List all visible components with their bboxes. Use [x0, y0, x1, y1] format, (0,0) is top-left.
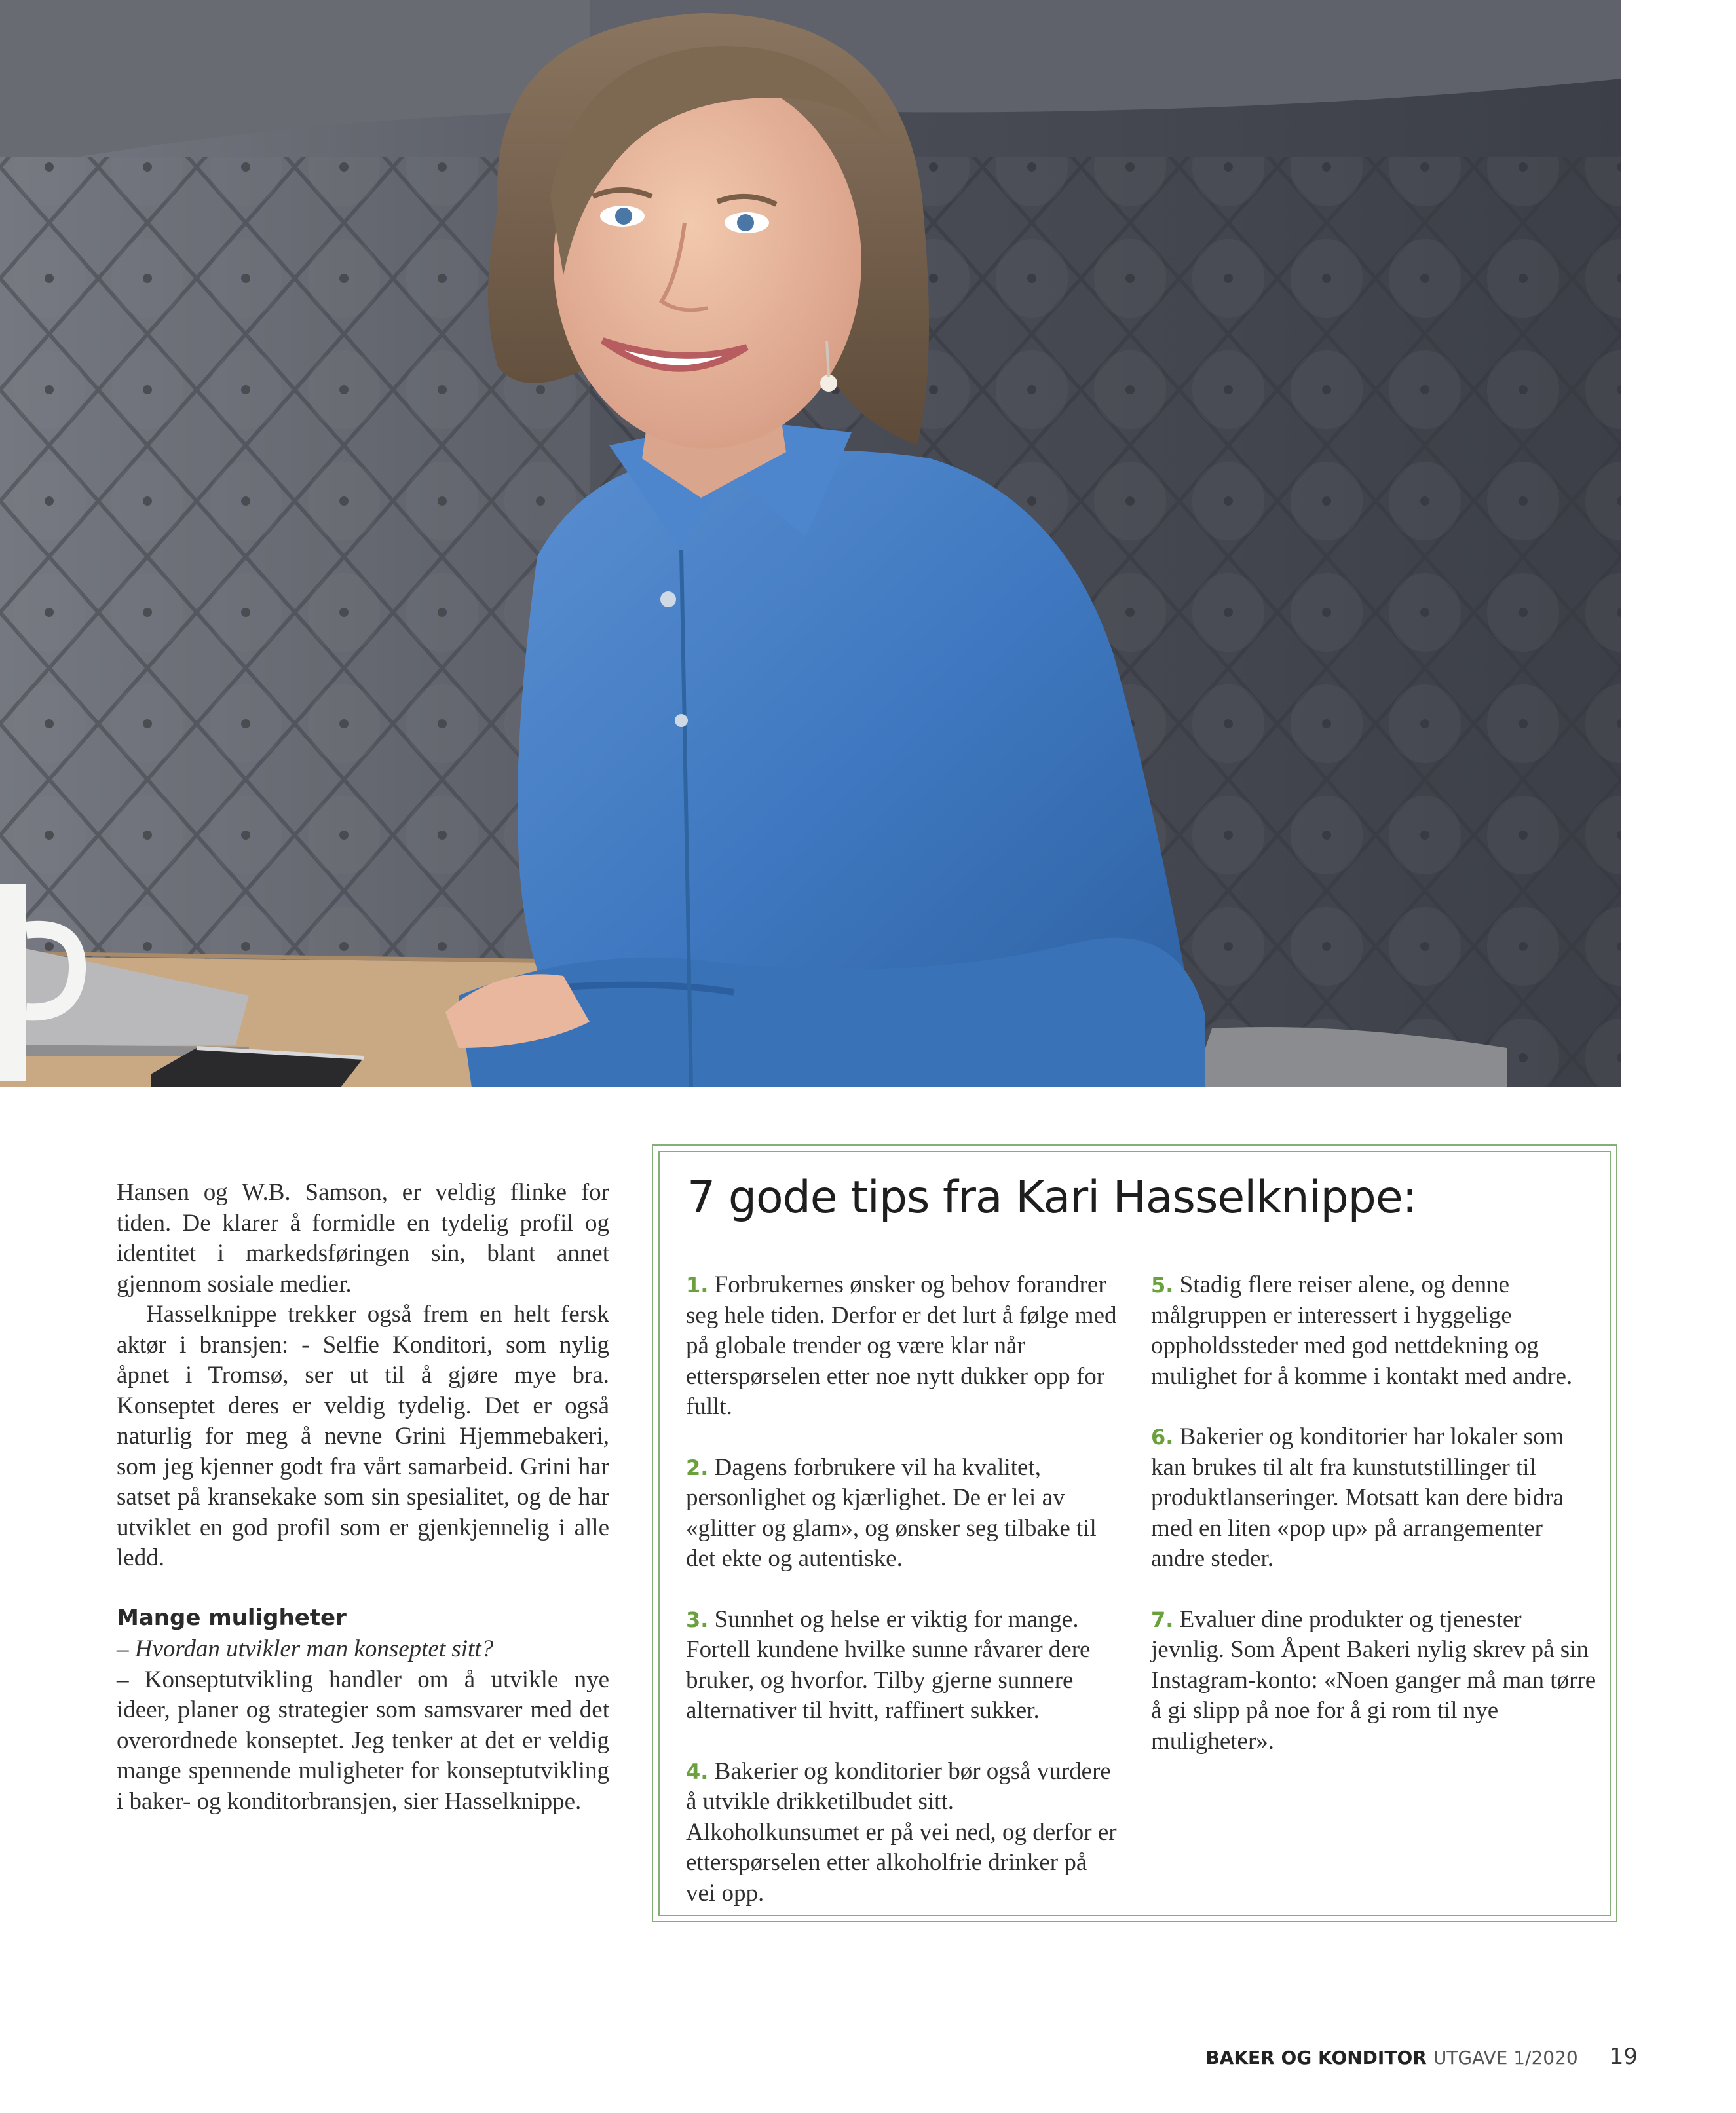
- interview-question: – Hvordan utvikler man konseptet sitt?: [117, 1636, 494, 1662]
- page-footer: [1205, 2044, 1638, 2070]
- tips-column-left: [686, 1270, 1118, 1939]
- tip-item: [686, 1453, 1118, 1575]
- tip-number: 7.: [1151, 1607, 1174, 1632]
- tip-item: [686, 1270, 1118, 1423]
- tip-item: [686, 1757, 1118, 1909]
- tip-text: Bakerier og konditorier har lokaler som kan brukes til alt fra kunstutstillinger til produktlanseringer. Motsatt kan dere bidra med en liten «pop up» på arrangementer andre steder.: [1151, 1423, 1564, 1572]
- tip-item: [1151, 1270, 1596, 1392]
- tip-number: 1.: [686, 1273, 709, 1298]
- tip-text: Forbrukernes ønsker og behov forandrer seg hele tiden. Derfor er det lurt å følge med på globale trender og være klar når etterspørselen etter noe nytt dukker opp for fullt.: [686, 1271, 1117, 1420]
- article-paragraph: – Konseptutvikling handler om å utvikle nye ideer, planer og strategier som samsvarer med det overordnede konseptet. Jeg tenker at det er veldig mange spennende muligheter for konseptutvikling i baker- og konditorbransjen, sier Hasselknippe.: [117, 1666, 609, 1815]
- tips-column-right: [1151, 1270, 1596, 1787]
- tip-number: 2.: [686, 1455, 709, 1480]
- portrait-illustration: [0, 0, 1621, 1087]
- article-paragraph: Hasselknippe trekker også frem en helt fersk aktør i bransjen: - Selfie Konditori, som nylig åpnet i Tromsø, ser ut til å gjøre mye bra. Konseptet deres er veldig tydelig. Det er også naturlig for meg å nevne Grini Hjemmebakeri, som jeg kjenner godt fra vårt samarbeid. Grini har satset på kransekake som sin spesialitet, og de har utviklet en god profil som er gjenkjennelig i alle ledd.: [117, 1301, 609, 1571]
- tip-text: Stadig flere reiser alene, og denne målgruppen er interessert i hyggelige oppholdssteder med god nettdekning og mulighet for å komme i kontakt med andre.: [1151, 1271, 1573, 1390]
- tip-number: 4.: [686, 1759, 709, 1784]
- issue-label: UTGAVE 1/2020: [1433, 2047, 1578, 2068]
- tip-number: 5.: [1151, 1273, 1174, 1298]
- tip-item: [1151, 1605, 1596, 1757]
- tips-box: [652, 1144, 1617, 1922]
- article-column: [117, 1178, 609, 1817]
- tip-text: Sunnhet og helse er viktig for mange. Fortell kundene hvilke sunne råvarer dere bruker, og hvorfor. Tilby gjerne sunnere alternativer til hvitt, raffinert sukker.: [686, 1605, 1091, 1724]
- tip-number: 6.: [1151, 1425, 1174, 1449]
- tip-text: Evaluer dine produkter og tjenester jevnlig. Som Åpent Bakeri nylig skrev på sin Instagram-konto: «Noen ganger må man tørre å gi slipp på noe for å gi rom til nye muligheter».: [1151, 1605, 1596, 1755]
- article-paragraph: Hansen og W.B. Samson, er veldig flinke for tiden. De klarer å formidle en tydelig profil og identitet i markedsføringen sin, blant annet gjennom sosiale medier.: [117, 1179, 609, 1298]
- tip-number: 3.: [686, 1607, 709, 1632]
- section-subheading: Mange muligheter: [117, 1604, 347, 1631]
- portrait-photo: [0, 0, 1621, 1087]
- tip-item: [1151, 1422, 1596, 1575]
- tip-item: [686, 1605, 1118, 1727]
- tip-text: Dagens forbrukere vil ha kvalitet, personlighet og kjærlighet. De er lei av «glitter og glam», og ønsker seg tilbake til det ekte og autentiske.: [686, 1453, 1097, 1572]
- magazine-name: BAKER OG KONDITOR: [1205, 2047, 1427, 2068]
- tips-title: 7 gode tips fra Kari Hasselknippe:: [687, 1172, 1417, 1224]
- page-number: 19: [1609, 2044, 1638, 2070]
- tip-text: Bakerier og konditorier bør også vurdere å utvikle drikketilbudet sitt. Alkoholkunsumet er på vei ned, og derfor er etterspørselen etter alkoholfrie drinker på vei opp.: [686, 1757, 1117, 1907]
